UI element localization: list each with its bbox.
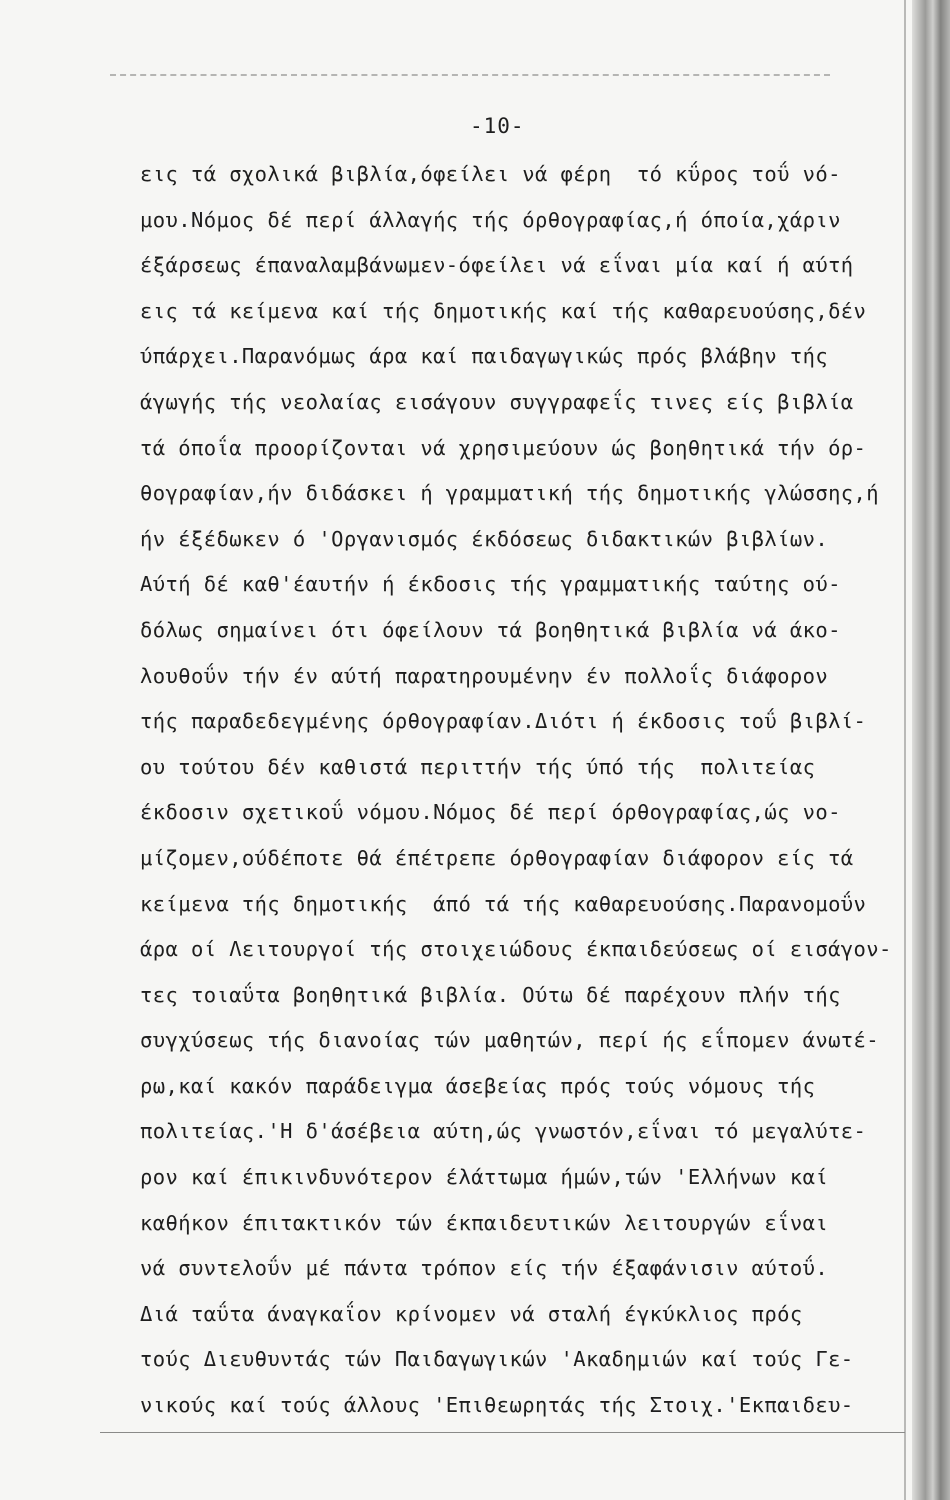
text-line: ρον καί έπικινδυνότερον έλάττωμα ήμών,τών 'Ελλήνων καί <box>140 1165 829 1190</box>
text-line: συγχύσεως τής διανοίας τών μαθητών, περί ής εΐπομεν άνωτέ- <box>140 1028 880 1053</box>
text-line: Διά ταΰτα άναγκαΐον κρίνομεν νά σταλή έγκύκλιος πρός <box>140 1301 803 1326</box>
text-line: εις τά σχολικά βιβλία,όφείλει νά φέρη τό κΰρος τοΰ νό- <box>140 162 841 186</box>
text-line: μου.Νόμος δέ περί άλλαγής τής όρθογραφίας,ή όποία,χάριν <box>140 207 841 232</box>
text-line: θογραφίαν,ήν διδάσκει ή γραμματική τής δημοτικής γλώσσης,ή <box>140 481 880 506</box>
text-line: τες τοιαΰτα βοηθητικά βιβλία. Ούτω δέ παρέχουν πλήν τής <box>140 982 841 1007</box>
page-number: -10- <box>470 114 525 138</box>
text-line: νά συντελοΰν μέ πάντα τρόπον είς τήν έξαφάνισιν αύτοΰ. <box>140 1256 829 1281</box>
top-rule <box>110 74 830 76</box>
text-line: καθήκον έπιτακτικόν τών έκπαιδευτικών λειτουργών εΐναι <box>140 1210 829 1235</box>
typewritten-body <box>140 152 910 1429</box>
text-line: εις τά κείμενα καί τής δημοτικής καί τής καθαρευούσης,δέν <box>140 298 867 323</box>
text-line: κείμενα τής δημοτικής άπό τά τής καθαρευούσης.Παρανομοΰν <box>140 891 867 916</box>
text-line: τά όποΐα προορίζονται νά χρησιμεύουν ώς βοηθητικά τήν όρ- <box>140 435 867 460</box>
text-line: Αύτή δέ καθ'έαυτήν ή έκδοσις τής γραμματικής ταύτης ού- <box>140 572 841 597</box>
text-line: έξάρσεως έπαναλαμβάνωμεν-όφείλει νά εΐναι μία καί ή αύτή <box>140 253 854 278</box>
text-line: άρα οί Λειτουργοί τής στοιχειώδους έκπαιδεύσεως οί εισάγον- <box>140 937 892 962</box>
text-line: ύπάρχει.Παρανόμως άρα καί παιδαγωγικώς πρός βλάβην τής <box>140 344 829 369</box>
text-line: δόλως σημαίνει ότι όφείλουν τά βοηθητικά βιβλία νά άκο- <box>140 617 841 642</box>
text-line: λουθοΰν τήν έν αύτή παρατηρουμένην έν πολλοΐς διάφορον <box>140 663 829 688</box>
text-line: ρω,καί κακόν παράδειγμα άσεβείας πρός τούς νόμους τής <box>140 1073 816 1098</box>
book-binding-edge <box>912 0 950 1500</box>
text-line: μίζομεν,ούδέποτε θά έπέτρεπε όρθογραφίαν διάφορον είς τά <box>140 845 854 870</box>
text-line: έκδοσιν σχετικοΰ νόμου.Νόμος δέ περί όρθογραφίας,ώς νο- <box>140 800 841 825</box>
text-line: πολιτείας.'Η δ'άσέβεια αύτη,ώς γνωστόν,εΐναι τό μεγαλύτε- <box>140 1119 867 1144</box>
text-line: ου τούτου δέν καθιστά περιττήν τής ύπό τής πολιτείας <box>140 754 816 779</box>
text-line: τούς Διευθυντάς τών Παιδαγωγικών 'Ακαδημιών καί τούς Γε- <box>140 1347 854 1372</box>
bottom-rule <box>100 1432 905 1433</box>
text-line: άγωγής τής νεολαίας εισάγουν συγγραφεΐς τινες είς βιβλία <box>140 389 854 414</box>
text-line: ήν έξέδωκεν ό 'Οργανισμός έκδόσεως διδακτικών βιβλίων. <box>140 526 829 551</box>
text-line: νικούς καί τούς άλλους 'Επιθεωρητάς τής Στοιχ.'Εκπαιδευ- <box>140 1393 854 1418</box>
text-line: τής παραδεδεγμένης όρθογραφίαν.Διότι ή έκδοσις τοΰ βιβλί- <box>140 709 867 734</box>
